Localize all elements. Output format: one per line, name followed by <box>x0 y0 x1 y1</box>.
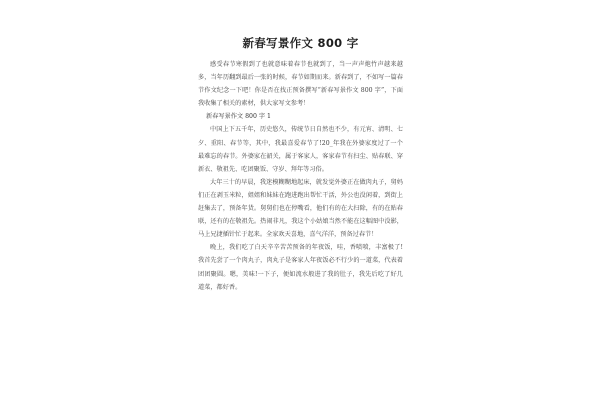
document-content <box>198 0 403 294</box>
body-paragraph: 中国上下五千年，历史悠久，传统节日自然也不少，有元宵、清明、七夕、重阳、春节等，其中，我最喜爱春节了!20_年我在外婆家度过了一个最难忘的春节。外婆家在韶关，属于客家人，客家春节有扫尘、贴春联、穿新衣、敬祖先、吃团聚饭、守岁、拜年等习俗。 <box>198 126 403 173</box>
section-heading: 新春写景作文 800 字 1 <box>206 113 271 121</box>
document-body <box>198 58 403 294</box>
body-paragraph: 晚上，我们吃了白天辛辛苦苦预备的年夜饭，哇，香喷喷，丰富极了!我首先尝了一个肉丸子，肉丸子是客家人年夜饭必不行少的一道菜，代表着团团聚圆。嗯，美味!一下子，便如流水般进了我的肚子，我先后吃了好几道菜，都好香。 <box>198 244 403 291</box>
body-paragraph: 大年三十的早晨，我迷模糊糊地起床，就发觉外婆正在做肉丸子，舅妈们正在剥玉米粒，姐姐和妹妹在跑进跑出帮忙干活，外公也没闲着，到街上赶集去了，预备年货。舅舅们也在停嘴看，他们有的在大扫除，有的在贴春联，还有的在敬祖先。热闹非凡，我这个小姑娘当然不能在这幅图中没影，马上兄捷插针忙于起来。全家欢天喜地，喜气洋洋，预备过春节！ <box>198 178 403 239</box>
intro-paragraph: 感受春节寒假到了也就意味着春节也就到了，当一声声炮竹声越来越多，当年历翻到最后一张的时候，春节如期而来。新春到了，不如写一篇春节作文纪念一下吧！你是否在找正预备撰写“新春写景作文 800 字”，下面我收集了相关的素材，供大家写文参考！ <box>198 61 403 108</box>
document-title: 新春写景作文 800 字 <box>242 36 359 50</box>
